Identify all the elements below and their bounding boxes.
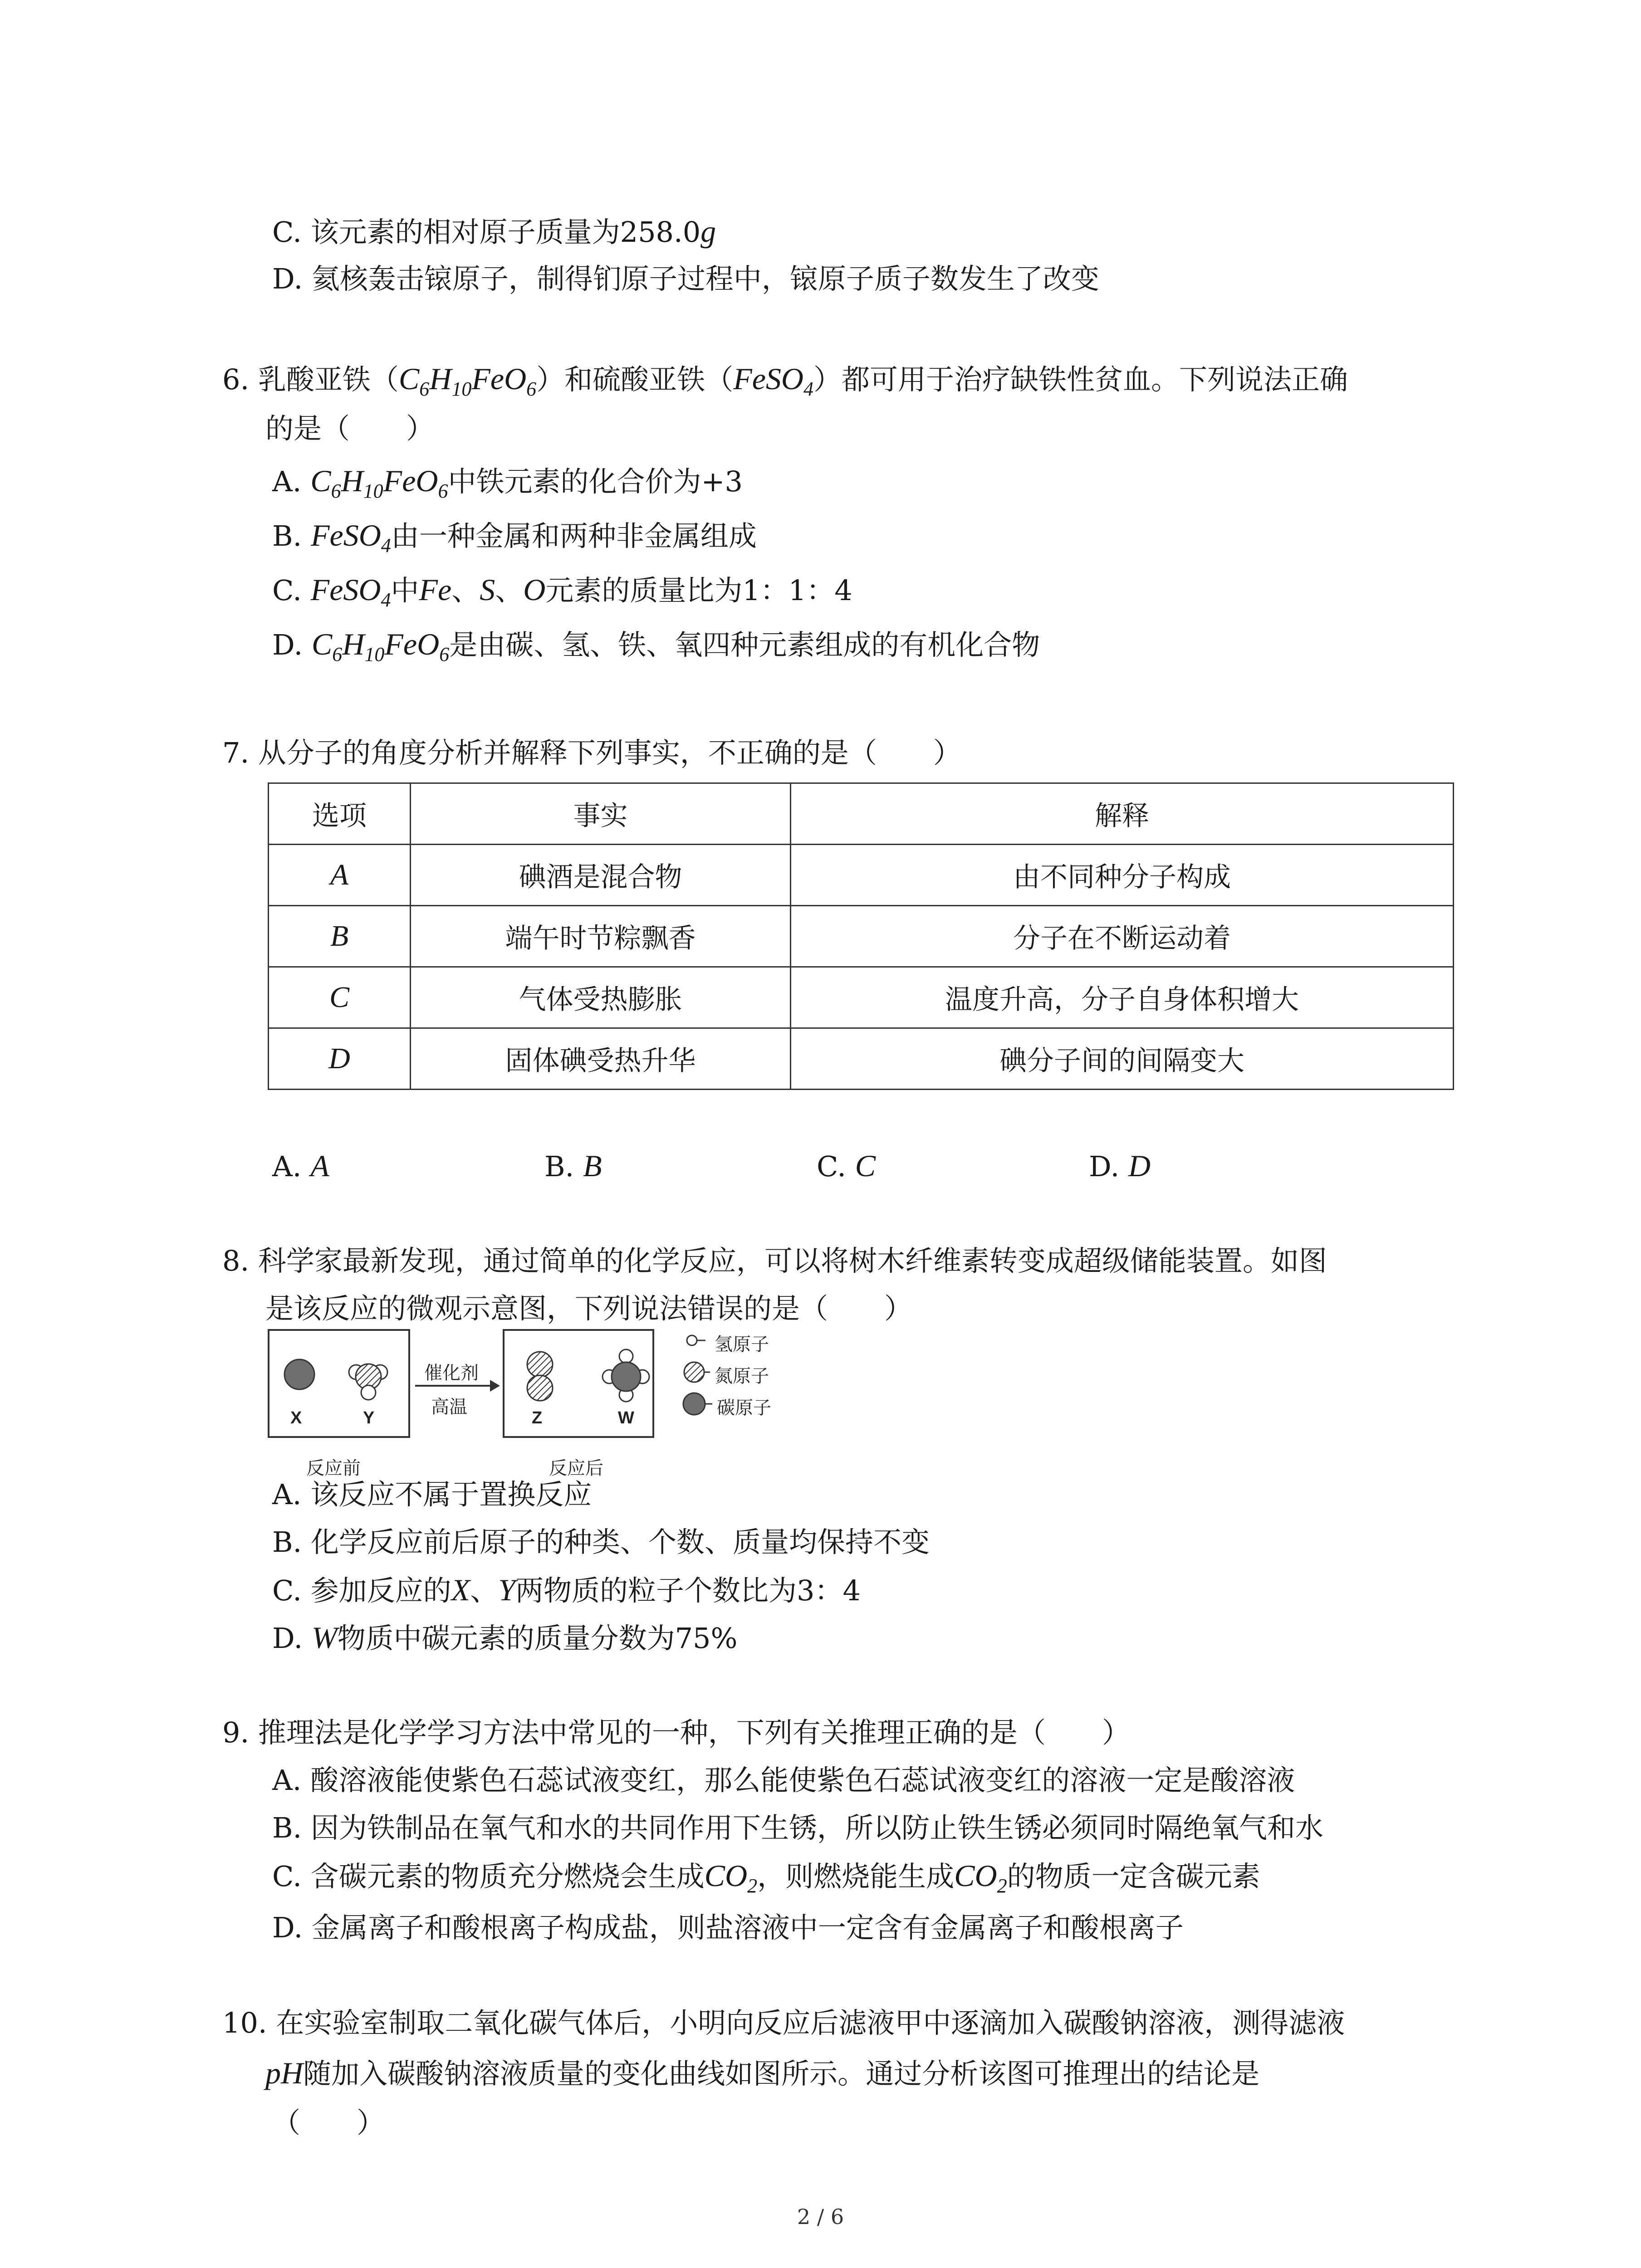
table-header-row bbox=[269, 783, 1454, 845]
option-cell: D bbox=[328, 1042, 350, 1075]
q9-option-a: A. 酸溶液能使紫色石蕊试液变红，那么能使紫色石蕊试液变红的溶液一定是酸溶液 bbox=[272, 1764, 1295, 1797]
table-row bbox=[269, 845, 1454, 906]
after-label: 反应后 bbox=[549, 1458, 603, 1478]
q10-stem-line3: （ ） bbox=[272, 2106, 385, 2139]
legend-nitrogen-label: 氮原子 bbox=[715, 1366, 769, 1386]
legend-nitrogen-icon bbox=[684, 1362, 704, 1382]
reaction-diagram bbox=[268, 1329, 1012, 1492]
table-header: 解释 bbox=[791, 783, 1454, 845]
q9-option-b: B. 因为铁制品在氧气和水的共同作用下生锈，所以防止铁生锈必须同时隔绝氧气和水 bbox=[272, 1811, 1323, 1844]
q8-option-a: A. 该反应不属于置换反应 bbox=[272, 1478, 592, 1511]
table-header: 选项 bbox=[269, 783, 411, 845]
fact-cell: 碘酒是混合物 bbox=[411, 845, 791, 906]
carbon-atom-icon bbox=[284, 1359, 314, 1389]
w-label: W bbox=[618, 1408, 634, 1427]
z-label: Z bbox=[532, 1408, 543, 1427]
catalyst-label: 催化剂 bbox=[424, 1363, 479, 1383]
legend-carbon-icon bbox=[683, 1393, 705, 1415]
nitrogen-atom-icon bbox=[527, 1375, 553, 1401]
q7-answer-d: D. D bbox=[1089, 1149, 1151, 1183]
q8-stem: 8. 科学家最新发现，通过简单的化学反应，可以将树木纤维素转变成超级储能装置。如图 bbox=[222, 1244, 1327, 1277]
option-cell: B bbox=[330, 919, 349, 953]
q8-option-d: D. W物质中碳元素的质量分数为75% bbox=[272, 1620, 738, 1655]
q5-option-d: D. 氦核轰击锿原子，制得钔原子过程中，锿原子质子数发生了改变 bbox=[272, 262, 1099, 295]
table-header: 事实 bbox=[411, 783, 791, 845]
fact-cell: 端午时节粽飘香 bbox=[411, 906, 791, 967]
hydrogen-atom-icon bbox=[361, 1385, 376, 1400]
q6-option-a: A. $C_6H_{10}FeO_6$中铁元素的化合价为+3 bbox=[272, 464, 743, 502]
table-row bbox=[269, 1028, 1454, 1090]
q7-stem: 7. 从分子的角度分析并解释下列事实，不正确的是（ ） bbox=[222, 736, 961, 769]
q8-option-c: C. 参加反应的X、Y两物质的粒子个数比为3：4 bbox=[272, 1573, 861, 1607]
q9-stem: 9. 推理法是化学学习方法中常见的一种，下列有关推理正确的是（ ） bbox=[222, 1716, 1130, 1749]
arrow-head-icon bbox=[490, 1380, 500, 1392]
before-label: 反应前 bbox=[306, 1458, 361, 1478]
carbon-atom-icon bbox=[612, 1362, 641, 1391]
legend-hydrogen-label: 氢原子 bbox=[715, 1334, 769, 1354]
q6-option-c: C. FeSO$_4$中Fe、S、O元素的质量比为1：1：4 bbox=[272, 572, 852, 611]
option-cell: A bbox=[330, 858, 349, 891]
q6-option-d: D. $C_6H_{10}FeO_6$是由碳、氢、铁、氧四种元素组成的有机化合物 bbox=[272, 627, 1040, 665]
explanation-cell: 碘分子间的间隔变大 bbox=[791, 1028, 1454, 1090]
q6-stem: 6. 乳酸亚铁$(C_6H_{10}FeO_6)$和硫酸亚铁（FeSO$_4$）都可用于治疗缺铁性贫血。下列说法正确 bbox=[222, 362, 1348, 400]
reaction-diagram-svg bbox=[268, 1329, 1012, 1492]
q9-option-c: C. 含碳元素的物质充分燃烧会生成$CO_2$，则燃烧能生成$CO_2$的物质一定含碳元素 bbox=[272, 1858, 1260, 1897]
explanation-cell: 由不同种分子构成 bbox=[791, 845, 1454, 906]
explanation-cell: 温度升高，分子自身体积增大 bbox=[791, 967, 1454, 1028]
q6-stem-line2: 的是（ ） bbox=[265, 412, 435, 445]
q9-option-d: D. 金属离子和酸根离子构成盐，则盐溶液中一定含有金属离子和酸根离子 bbox=[272, 1911, 1184, 1944]
q6-option-b: B. FeSO$_4$由一种金属和两种非金属组成 bbox=[272, 518, 757, 557]
hydrogen-atom-icon bbox=[619, 1349, 633, 1363]
option-cell: C bbox=[329, 981, 350, 1014]
x-label: X bbox=[290, 1408, 302, 1427]
table-row bbox=[269, 967, 1454, 1028]
legend-carbon-label: 碳原子 bbox=[717, 1398, 771, 1418]
explanation-cell: 分子在不断运动着 bbox=[791, 906, 1454, 967]
q7-answer-c: C. C bbox=[817, 1149, 876, 1183]
q10-stem-line2: pH随加入碳酸钠溶液质量的变化曲线如图所示。通过分析该图可推理出的结论是 bbox=[265, 2056, 1260, 2090]
legend-hydrogen-icon bbox=[687, 1335, 697, 1345]
q7-answer-a: A. A bbox=[272, 1149, 329, 1183]
q5-option-c: C. 该元素的相对原子质量为258.0g bbox=[272, 214, 716, 249]
fact-cell: 固体碘受热升华 bbox=[411, 1028, 791, 1090]
q7-table bbox=[268, 782, 1454, 1090]
table-row bbox=[269, 906, 1454, 967]
q10-stem: 10. 在实验室制取二氧化碳气体后，小明向反应后滤液甲中逐滴加入碳酸钠溶液，测得滤液 bbox=[222, 2006, 1345, 2039]
y-label: Y bbox=[363, 1408, 375, 1427]
q8-stem-line2: 是该反应的微观示意图，下列说法错误的是（ ） bbox=[265, 1292, 913, 1325]
fact-cell: 气体受热膨胀 bbox=[411, 967, 791, 1028]
q7-answer-b: B. B bbox=[544, 1149, 602, 1183]
heat-label: 高温 bbox=[431, 1397, 467, 1417]
page-number: 2 / 6 bbox=[797, 2204, 844, 2229]
q8-option-b: B. 化学反应前后原子的种类、个数、质量均保持不变 bbox=[272, 1525, 930, 1559]
nitrogen-atom-icon bbox=[527, 1352, 553, 1377]
